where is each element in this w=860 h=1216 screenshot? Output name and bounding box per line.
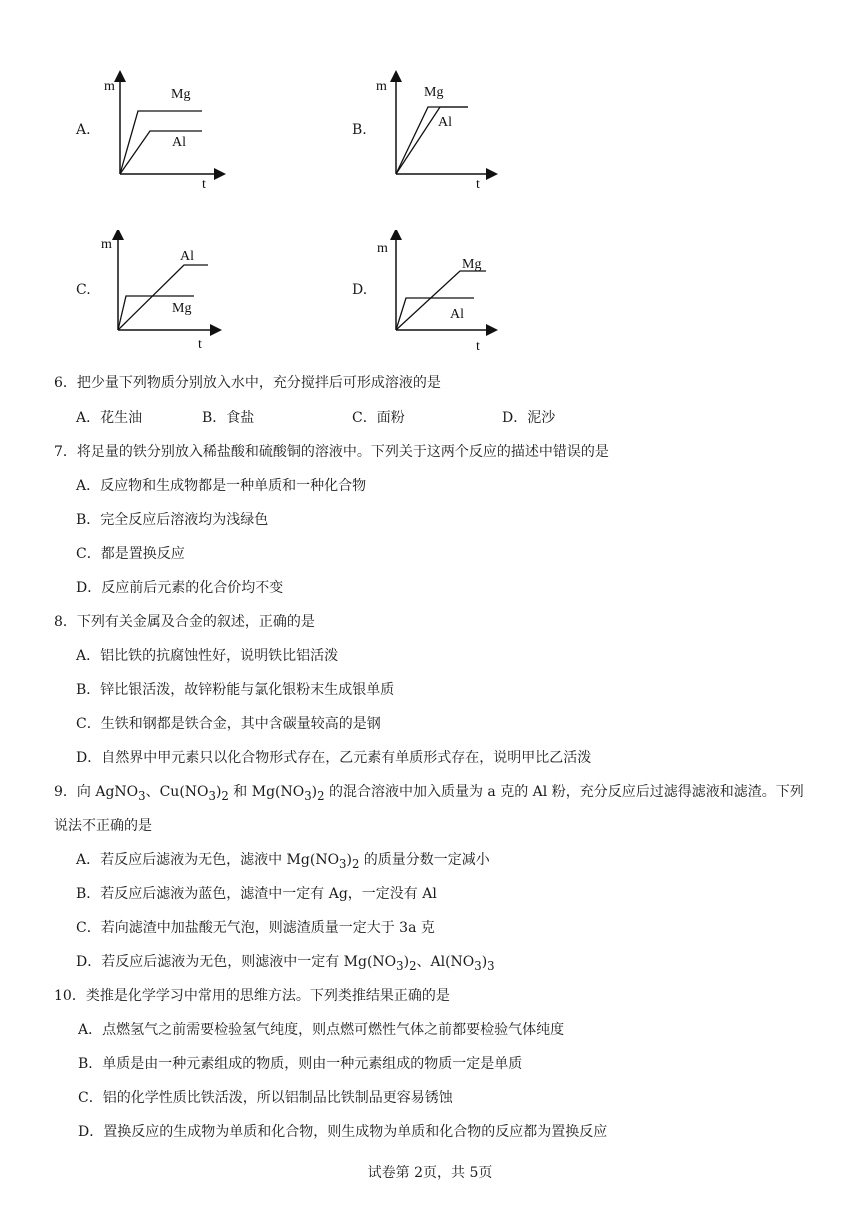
q9-option-a: A．若反应后滤液为无色，滤液中 $Mg(NO_3)_2$ 的质量分数一定减小	[76, 852, 490, 871]
graph-c	[98, 230, 228, 359]
mg-line	[120, 111, 202, 174]
q9-option-c: C．若向滤渣中加盐酸无气泡，则滤渣质量一定大于 3a 克	[76, 920, 435, 936]
y-axis-label: m	[376, 79, 387, 94]
mg-label: Mg	[171, 87, 191, 102]
al-label: Al	[438, 115, 452, 130]
mg-label: Mg	[172, 301, 192, 316]
graph-b	[374, 70, 504, 199]
q10-option-b: B．单质是由一种元素组成的物质，则由一种元素组成的物质一定是单质	[78, 1056, 523, 1072]
x-axis-label: t	[476, 177, 480, 192]
q8-option-a: A．铝比铁的抗腐蚀性好，说明铁比铝活泼	[76, 648, 339, 664]
q7-option-c: C．都是置换反应	[76, 546, 185, 562]
al-line	[396, 107, 468, 174]
q9-option-d: D．若反应后滤液为无色，则滤液中一定有 $Mg(NO_3)_2$、$Al(NO_3)_3$	[76, 954, 495, 973]
x-axis-label: t	[198, 337, 202, 352]
al-label: Al	[180, 249, 194, 264]
q10-option-a: A．点燃氢气之前需要检验氢气纯度，则点燃可燃性气体之前都要检验气体纯度	[78, 1022, 565, 1038]
q6-option-c: C．面粉	[352, 410, 405, 426]
al-label: Al	[450, 307, 464, 322]
q7-option-d: D．反应前后元素的化合价均不变	[76, 580, 284, 596]
graph-d	[374, 230, 504, 359]
al-line	[120, 131, 202, 174]
q6-option-a: A．花生油	[76, 410, 143, 426]
q6-stem: 6．把少量下列物质分别放入水中，充分搅拌后可形成溶液的是	[54, 375, 441, 391]
mg-label: Mg	[424, 85, 444, 100]
q7-option-b: B．完全反应后溶液均为浅绿色	[76, 512, 269, 528]
q8-stem: 8．下列有关金属及合金的叙述，正确的是	[54, 614, 315, 630]
q9-option-b: B．若反应后滤液为蓝色，滤渣中一定有 Ag，一定没有 Al	[76, 886, 437, 902]
q8-option-d: D．自然界中甲元素只以化合物形式存在，乙元素有单质形式存在，说明甲比乙活泼	[76, 750, 592, 766]
option-b-letter: B.	[352, 122, 367, 138]
q10-option-c: C．铝的化学性质比铁活泼，所以铝制品比铁制品更容易锈蚀	[78, 1090, 453, 1106]
q8-option-b: B．锌比银活泼，故锌粉能与氯化银粉末生成银单质	[76, 682, 395, 698]
option-a-letter: A.	[76, 122, 91, 138]
q7-stem: 7．将足量的铁分别放入稀盐酸和硫酸铜的溶液中。下列关于这两个反应的描述中错误的是	[54, 444, 609, 460]
q10-stem: 10．类推是化学学习中常用的思维方法。下列类推结果正确的是	[54, 988, 450, 1004]
q9-stem-line1: 9．向 AgNO$_3$、$Cu(NO_3)_2$ 和 $Mg(NO_3)_2$ 的混合溶液中加入质量为 a 克的 Al 粉，充分反应后过滤得滤液和滤渣。下列	[54, 784, 804, 803]
mg-line	[396, 271, 486, 330]
y-axis-label: m	[104, 79, 115, 94]
option-c-letter: C.	[76, 282, 91, 298]
y-axis-label: m	[377, 241, 388, 256]
al-line	[118, 265, 208, 330]
mg-line	[396, 107, 468, 174]
q6-option-b: B．食盐	[202, 410, 255, 426]
graph-a	[98, 70, 228, 199]
q9-stem-line2: 说法不正确的是	[54, 818, 152, 834]
mg-label: Mg	[462, 257, 482, 272]
x-axis-label: t	[202, 177, 206, 192]
q7-option-a: A．反应物和生成物都是一种单质和一种化合物	[76, 478, 367, 494]
page-footer: 试卷第 2页，共 5页	[367, 1165, 493, 1181]
option-d-letter: D.	[352, 282, 368, 298]
q6-option-d: D．泥沙	[502, 410, 556, 426]
q10-option-d: D．置换反应的生成物为单质和化合物，则生成物为单质和化合物的反应都为置换反应	[78, 1124, 608, 1140]
al-label: Al	[172, 135, 186, 150]
y-axis-label: m	[101, 237, 112, 252]
q8-option-c: C．生铁和钢都是铁合金，其中含碳量较高的是钢	[76, 716, 381, 732]
x-axis-label: t	[476, 339, 480, 354]
